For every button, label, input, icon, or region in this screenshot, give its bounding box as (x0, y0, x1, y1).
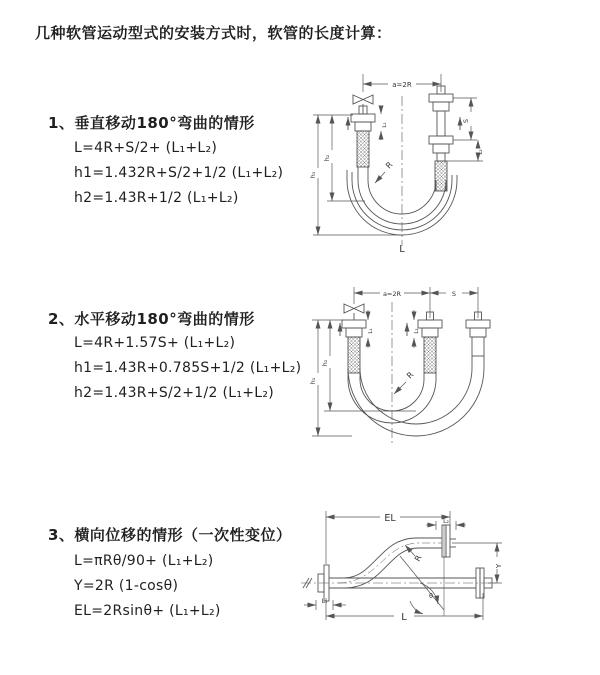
d2-dimension-a2r-s (354, 287, 478, 318)
d3-dimension-y (452, 543, 502, 583)
formula-s2-h2: h2=1.43R+S/2+1/2 (L₁+L₂) (74, 385, 275, 401)
d3-dim-label-l2: L₂ (443, 518, 449, 525)
diagram-lateral-displacement (298, 498, 600, 648)
d1-dim-label-s: S (462, 118, 470, 124)
d3-length-label: L (401, 612, 407, 623)
formula-s1-h2: h2=1.43R+1/2 (L₁+L₂) (74, 190, 239, 206)
d2-dimension-h1-h2 (312, 320, 416, 436)
diagram-horizontal-180-bend (306, 278, 598, 468)
formula-s3-EL: EL=2Rsinθ+ (L₁+L₂) (74, 603, 221, 619)
d3-dim-label-y: Y (495, 563, 503, 569)
d2-dim-label-l1: L₁ (368, 328, 374, 334)
section-3-formulas (74, 548, 221, 623)
section-2-heading: 2、水平移动180°弯曲的情形 (48, 310, 255, 328)
section-2-formulas (74, 331, 301, 406)
d3-s-curve-hose (338, 538, 442, 588)
d2-hose-u-bends (348, 356, 484, 436)
section-1-formulas (74, 136, 283, 211)
formula-s3-L: L=πRθ/90+ (L₁+L₂) (74, 553, 214, 569)
d1-dim-label-h1: h₁ (309, 171, 317, 179)
d1-valve-icon (353, 95, 373, 114)
d2-dim-label-a2r: a=2R (382, 290, 402, 298)
d2-radius-callout (394, 370, 416, 394)
d2-valve-icon (344, 304, 364, 320)
section-3-heading: 3、横向位移的情形（一次性变位） (48, 526, 292, 544)
formula-s1-L: L=4R+S/2+ (L₁+L₂) (74, 140, 218, 156)
formula-s2-L: L=4R+1.57S+ (L₁+L₂) (74, 335, 236, 351)
d2-dim-label-s: S (451, 290, 457, 298)
formula-s2-h1: h1=1.43R+0.785S+1/2 (L₁+L₂) (74, 360, 302, 376)
d1-movement-arrows (348, 117, 460, 130)
formula-s3-Y: Y=2R (1-cosθ) (74, 578, 179, 594)
section-1-heading: 1、垂直移动180°弯曲的情形 (48, 114, 255, 132)
d3-radius-label: R (412, 553, 424, 563)
d1-dim-label-h2: h₂ (323, 154, 331, 162)
d2-dim-label-l2: L₂ (414, 328, 420, 334)
d3-dim-label-el: EL (384, 513, 396, 524)
formula-s1-h1: h1=1.432R+S/2+1/2 (L₁+L₂) (74, 165, 284, 181)
d2-pipe-flanges (342, 312, 490, 373)
page-title: 几种软管运动型式的安装方式时，软管的长度计算： (35, 24, 392, 42)
d1-dim-label-l2: L₂ (478, 149, 484, 155)
d3-dim-label-l1: L₁ (321, 598, 328, 605)
d1-radius-label: R (384, 160, 395, 171)
diagram-vertical-180-bend (305, 68, 595, 263)
d1-dim-label-l1: L₁ (382, 122, 388, 128)
d1-dim-label-a2r: a=2R (392, 81, 412, 89)
d1-radius-callout (375, 160, 395, 183)
d1-left-pipe-flange (351, 106, 375, 167)
d3-angle-label: θ (429, 592, 433, 600)
d2-radius-label: R (405, 370, 416, 381)
d1-length-label: L (399, 244, 405, 255)
d2-dim-label-h1: h₁ (309, 377, 317, 385)
d2-dim-label-h2: h₂ (321, 359, 329, 367)
d1-right-pipe-flanges (429, 86, 453, 191)
